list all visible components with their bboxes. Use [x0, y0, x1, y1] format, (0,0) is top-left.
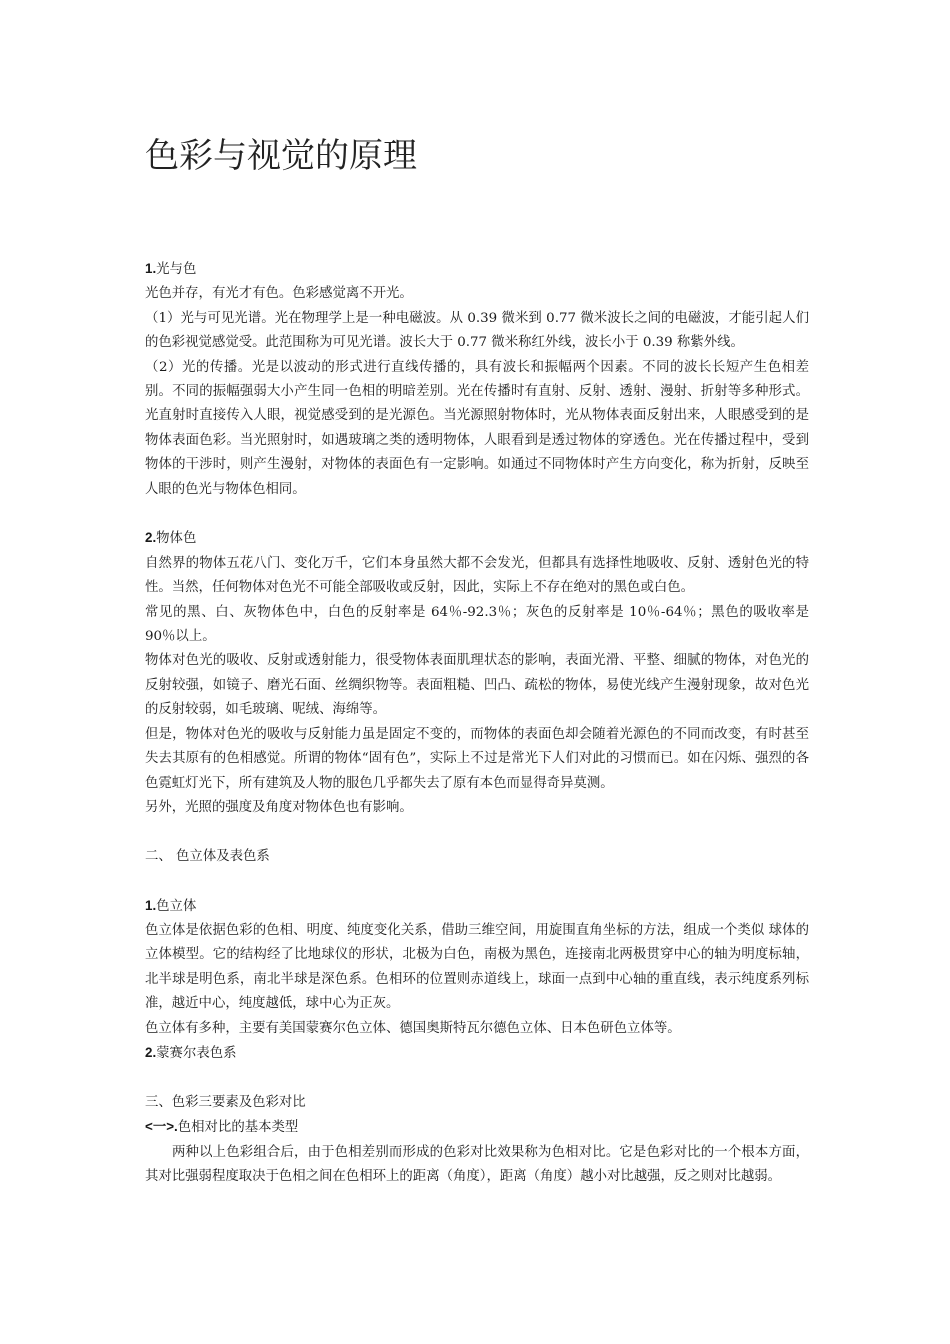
paragraph: 色立体有多种，主要有美国蒙赛尔色立体、德国奥斯特瓦尔德色立体、日本色研色立体等。	[145, 1020, 681, 1036]
document-body	[145, 257, 809, 1189]
heading-text: 物体色	[156, 531, 197, 547]
spacer	[145, 1066, 809, 1090]
spacer	[145, 869, 809, 893]
section-heading-color-solid	[145, 894, 809, 919]
part-heading-color-solid: 二、 色立体及表色系	[145, 848, 270, 864]
part-heading-color-elements: 三、色彩三要素及色彩对比	[145, 1094, 306, 1110]
heading-text: 蒙赛尔表色系	[156, 1045, 237, 1061]
paragraph: 但是，物体对色光的吸收与反射能力虽是固定不变的，而物体的表面色却会随着光源色的不同而改变，有时甚至失去其原有的色相感觉。所谓的物体“固有色”，实际上不过是常光下人们对此的习惯而已。如在闪烁、强烈的各色霓虹灯光下，所有建筑及人物的服色几乎都失去了原有本色而显得奇异莫测。	[145, 726, 809, 791]
paragraph: 色立体是依据色彩的色相、明度、纯度变化关系，借助三维空间，用旋围直角坐标的方法，组成一个类似 球体的立体模型。它的结构经了比地球仪的形状，北极为白色，南极为黑色，连接南北两极贯穿中心的轴为明度标轴，北半球是明色系，南北半球是深色系。色相环的位置则赤道线上，球面一点到中心轴的重直线，表示纯度系列标准，越近中心，纯度越低，球中心为正灰。	[145, 922, 809, 1012]
paragraph: （2）光的传播。光是以波动的形式进行直线传播的，具有波长和振幅两个因素。不同的波长长短产生色相差别。不同的振幅强弱大小产生同一色相的明暗差别。光在传播时有直射、反射、透射、漫射、折射等多种形式。光直射时直接传入人眼，视觉感受到的是光源色。当光源照射物体时，光从物体表面反射出来，人眼感受到的是物体表面色彩。当光照射时，如遇玻璃之类的透明物体，人眼看到是透过物体的穿透色。光在传播过程中，受到物体的干涉时，则产生漫射，对物体的表面色有一定影响。如通过不同物体时产生方向变化，称为折射，反映至人眼的色光与物体色相同。	[145, 359, 809, 497]
heading-number: 2.	[145, 530, 157, 546]
paragraph: 自然界的物体五花八门、变化万千，它们本身虽然大都不会发光，但都具有选择性地吸收、反射、透射色光的特 性。当然，任何物体对色光不可能全部吸收或反射，因此，实际上不存在绝对的黑色或白色。	[145, 555, 809, 596]
paragraph: 两种以上色彩组合后，由于色相差别而形成的色彩对比效果称为色相对比。它是色彩对比的一个根本方面，其对比强弱程度取决于色相之间在色相环上的距离（角度），距离（角度）越小对比越强，反之则对比越弱。	[145, 1144, 809, 1184]
paragraph: 常见的黑、白、灰物体色中，白色的反射率是 64％-92.3％；灰色的反射率是 10％-64％；黑色的吸收率是 90％以上。	[145, 604, 809, 645]
heading-text: 色相对比的基本类型	[177, 1120, 299, 1136]
heading-number: <一>.	[145, 1119, 178, 1135]
spacer	[145, 502, 809, 526]
heading-text: 色立体	[156, 898, 197, 914]
paragraph: （1）光与可见光谱。光在物理学上是一种电磁波。从 0.39 微米到 0.77 微米波长之间的电磁波，才能引起人们的色彩视觉感觉受。此范围称为可见光谱。波长大于 0.77 微米称红外线，波长小于 0.39 称紫外线。	[145, 310, 809, 351]
heading-text: 光与色	[156, 262, 197, 277]
page-title: 色彩与视觉的原理	[145, 136, 417, 176]
paragraph: 光色并存，有光才有色。色彩感觉离不开光。	[145, 286, 413, 302]
spacer	[145, 820, 809, 844]
heading-number: 2.	[145, 1044, 157, 1060]
heading-number: 1.	[145, 897, 157, 913]
section-heading-munsell	[145, 1041, 809, 1066]
section-heading-light-and-color	[145, 257, 809, 282]
paragraph: 物体对色光的吸收、反射或透射能力，很受物体表面肌理状态的影响，表面光滑、平整、细腻的物体，对色光的反射较强，如镜子、磨光石面、丝绸织物等。表面粗糙、凹凸、疏松的物体，易使光线产生漫射现象，故对色光的反射较弱，如毛玻璃、呢绒、海绵等。	[145, 653, 809, 718]
section-heading-hue-contrast	[145, 1115, 809, 1140]
section-heading-object-color	[145, 526, 809, 551]
paragraph: 另外，光照的强度及角度对物体色也有影响。	[145, 799, 413, 815]
heading-number: 1.	[145, 261, 157, 276]
